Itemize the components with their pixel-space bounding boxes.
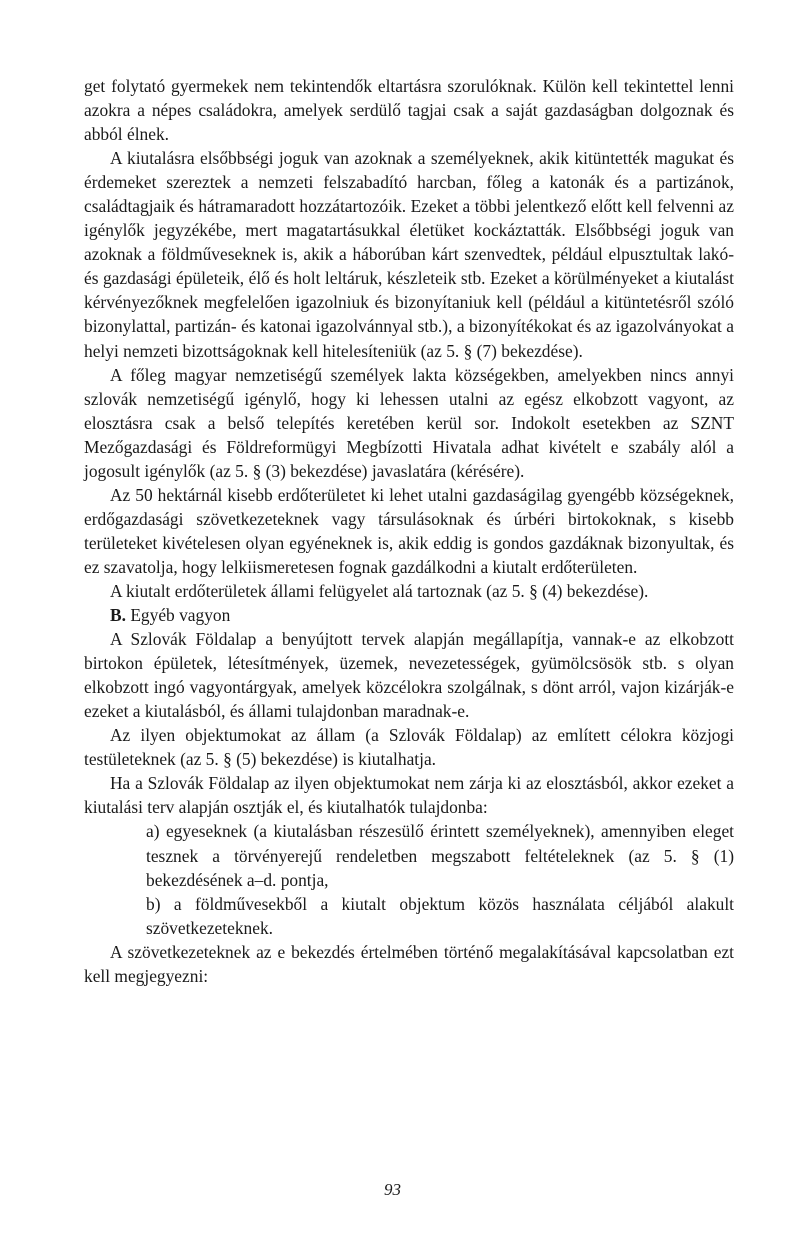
page-number: 93 — [384, 1180, 401, 1199]
section-letter: B. — [110, 605, 126, 626]
list-item-a: a) egyeseknek (a kiutalásban részesülő érintett személyeknek), amennyiben eleget tesznek a törvényerejű rendeletben megszabott feltételeknek (az 5. § (1) bekezdésének a–d. pontja, — [146, 821, 734, 890]
section-heading-b — [84, 603, 734, 627]
paragraph-forest-supervision: A kiutalt erdőterületek állami felügyelet alá tartoznak (az 5. § (4) bekezdése). — [110, 580, 649, 601]
paragraph-public-bodies: Az ilyen objektumokat az állam (a Szlovák Földalap) az említett célokra közjogi testületeknek (az 5. § (5) bekezdése) is kiutalhatja. — [84, 725, 734, 770]
paragraph-hungarian-villages: A főleg magyar nemzetiségű személyek lakta községekben, amelyekben nincs annyi szlovák nemzetiségű igénylő, hogy ki lehessen utalni az egész elkobzott vagyont, az elosztásra csak a belső telepítés keretében kerül sor. Indokolt esetekben az SZNT Mezőgazdasági és Földreformügyi Megbízotti Hivatala adhat kivételt e szabály alól a jogosult igénylők (az 5. § (3) bekezdése) javaslatára (kérésére). — [84, 364, 734, 481]
body-text — [84, 74, 734, 988]
paragraph-land-fund: A Szlovák Földalap a benyújtott tervek alapján megállapítja, vannak-e az elkobzott birtokon épületek, létesítmények, üzemek, nevezetességek, gyümölcsösök stb. s olyan elkobzott ingó vagyontárgyak, amelyek közcélokra szolgálnak, s dönt arról, vajon kizárják-e ezeket a kiutalásból, és állami tulajdonban maradnak-e. — [84, 629, 734, 722]
paragraph-distribution: Ha a Szlovák Földalap az ilyen objektumokat nem zárja ki az elosztásból, akkor ezeket a kiutalási terv alapján osztják el, és kiutalhatók tulajdonba: — [84, 773, 734, 818]
section-title: Egyéb vagyon — [130, 605, 231, 626]
paragraph-continuation: get folytató gyermekek nem tekintendők eltartásra szorulóknak. Külön kell tekintettel lenni azokra a népes családokra, amelyek serdülő tagjai csak a saját gazdaságban dolgoznak és abból élnek. — [84, 76, 734, 145]
list-item-b: b) a földművesekből a kiutalt objektum közös használata céljából alakult szövetkezeteknek. — [146, 893, 734, 938]
paragraph-priority-rights: A kiutalásra elsőbbségi joguk van azoknak a személyeknek, akik kitüntették magukat és érdemeket szereztek a nemzeti felszabadító harcban, főleg a katonák és a partizánok, családtagjaik és hátramaradott hozzátartozóik. Ezeket a többi jelentkező előtt kell felvenni az igénylők jegyzékébe, mert magatartásukkal életüket kockáztatták. Elsőbbségi joguk van azoknak a földműveseknek is, akik a háborúban kárt szenvedtek, például elpusztultak lakó- és gazdasági épületeik, élő és holt leltáruk, készleteik stb. Ezeket a körülményeket a kiutalást kérvényezőknek megfelelően igazolniuk és bizonyítaniuk kell (például a kitüntetésről szóló bizonylattal, partizán- és katonai igazolvánnyal stb.), a bizonyítékokat és az igazolványokat a helyi nemzeti bizottságoknak kell hitelesíteniük (az 5. § (7) bekezdése). — [84, 148, 734, 361]
paragraph-forest-areas: Az 50 hektárnál kisebb erdőterületet ki lehet utalni gazdaságilag gyengébb községeknek, erdőgazdasági szövetkezeteknek vagy társulásoknak és úrbéri birtokoknak, s kisebb területeket kivételesen olyan egyéneknek is, akik eddig is gondos gazdáknak bizonyultak, és ez szavatolja, hogy lelkiismeretesen fognak gazdálkodni a kiutalt erdőterületen. — [84, 484, 734, 577]
paragraph-cooperatives: A szövetkezeteknek az e bekezdés értelmében történő megalakításával kapcsolatban ezt kell megjegyezni: — [84, 941, 734, 986]
